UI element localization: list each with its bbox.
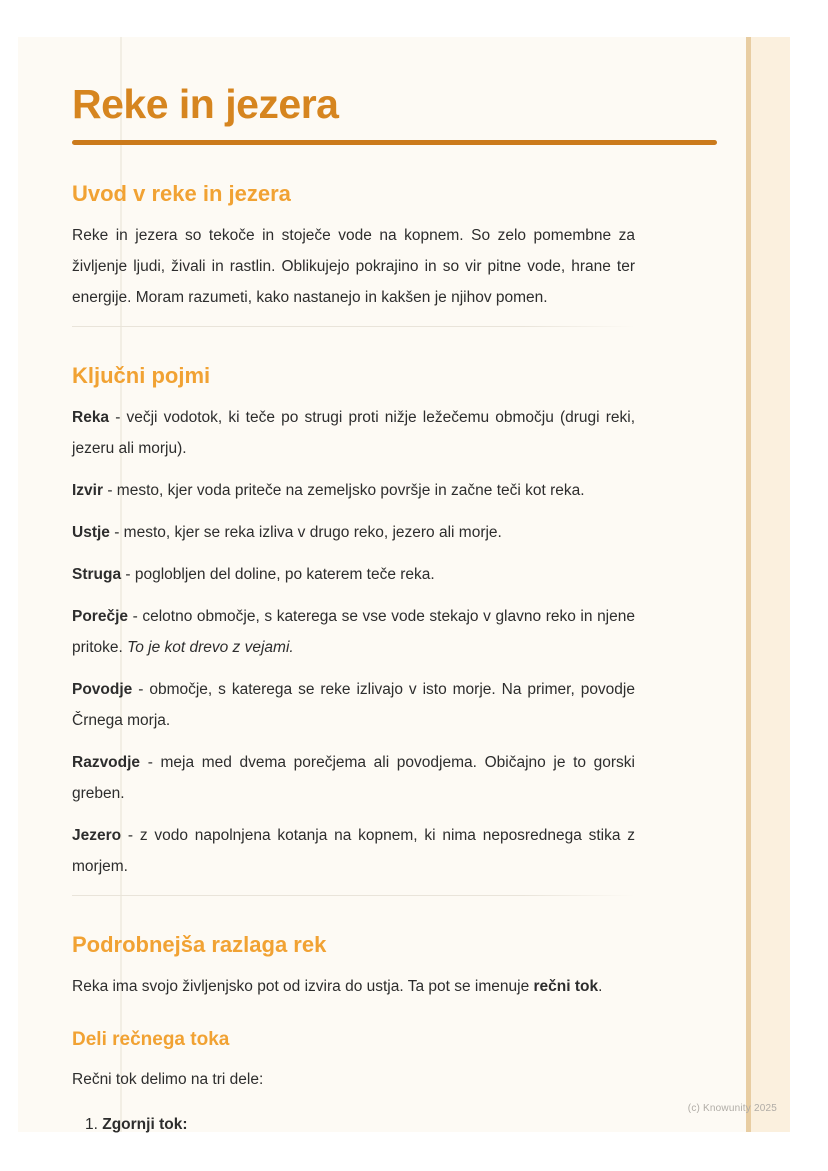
title-underline-rule xyxy=(72,140,717,145)
definition-text: - območje, s katerega se reke izlivajo v isto morje. Na primer, povodje Črnega morja. xyxy=(72,681,635,729)
section-heading-detail: Podrobnejša razlaga rek xyxy=(72,932,327,957)
list-item xyxy=(85,1109,635,1140)
definition-text: - meja med dvema porečjema ali povodjema. Običajno je to gorski greben. xyxy=(72,754,635,802)
numbered-list xyxy=(85,1109,635,1140)
definition-paragraph xyxy=(72,475,635,506)
section-divider xyxy=(72,326,635,327)
definition-paragraph xyxy=(72,559,635,590)
definition-paragraph xyxy=(72,517,635,548)
definition-paragraph xyxy=(72,674,635,736)
definition-text: - mesto, kjer se reka izliva v drugo reko, jezero ali morje. xyxy=(114,524,502,541)
section-divider xyxy=(72,895,635,896)
definition-paragraph xyxy=(72,601,635,663)
definition-text: - večji vodotok, ki teče po strugi proti nižje ležečemu območju (drugi reki, jezeru ali morju). xyxy=(72,409,636,457)
section-heading-key-terms: Ključni pojmi xyxy=(72,363,211,388)
list-item-label: Zgornji tok: xyxy=(102,1116,188,1133)
lead-text: Reka ima svojo življenjsko pot od izvira do ustja. Ta pot se imenuje xyxy=(72,978,534,995)
definition-text: - poglobljen del doline, po katerem teče reka. xyxy=(125,566,435,583)
definition-term: Povodje xyxy=(72,681,133,698)
page-title: Reke in jezera xyxy=(72,81,339,127)
lead-bold-text: rečni tok xyxy=(533,978,599,995)
sub-heading-river-parts: Deli rečnega toka xyxy=(72,1029,230,1050)
definition-text: - mesto, kjer voda priteče na zemeljsko površje in začne teči kot reka. xyxy=(107,482,585,499)
definition-term: Izvir xyxy=(72,482,104,499)
section-heading-intro: Uvod v reke in jezera xyxy=(72,181,291,206)
page-content xyxy=(18,37,790,1140)
definition-term: Ustje xyxy=(72,524,110,541)
list-intro-text: Rečni tok delimo na tri dele: xyxy=(72,1071,264,1088)
definition-term: Reka xyxy=(72,409,110,426)
intro-paragraph: Reke in jezera so tekoče in stoječe vode na kopnem. So zelo pomembne za življenje ljudi, živali in rastlin. Oblikujejo pokrajino in so vir pitne vode, hrane ter energije. Moram razumeti, kako nastanejo in kakšen je njihov pomen. xyxy=(72,227,635,306)
definition-paragraph xyxy=(72,820,635,882)
definition-paragraph xyxy=(72,747,635,809)
detail-lead-paragraph xyxy=(72,971,635,1002)
definition-note-italic: To je kot drevo z vejami. xyxy=(127,639,294,656)
definition-term: Jezero xyxy=(72,827,122,844)
definition-paragraph xyxy=(72,402,635,464)
copyright-watermark: (c) Knowunity 2025 xyxy=(687,1103,777,1114)
definition-term: Porečje xyxy=(72,608,129,625)
definition-term: Razvodje xyxy=(72,754,141,771)
definition-text: - z vodo napolnjena kotanja na kopnem, ki nima neposrednega stika z morjem. xyxy=(72,827,635,875)
list-item-number: 1. xyxy=(85,1116,98,1133)
notes-page xyxy=(18,37,790,1132)
lead-text-after: . xyxy=(598,978,603,995)
definition-text: - celotno območje, s katerega se vse vode stekajo v glavno reko in njene pritoke. xyxy=(72,608,635,656)
definition-term: Struga xyxy=(72,566,122,583)
